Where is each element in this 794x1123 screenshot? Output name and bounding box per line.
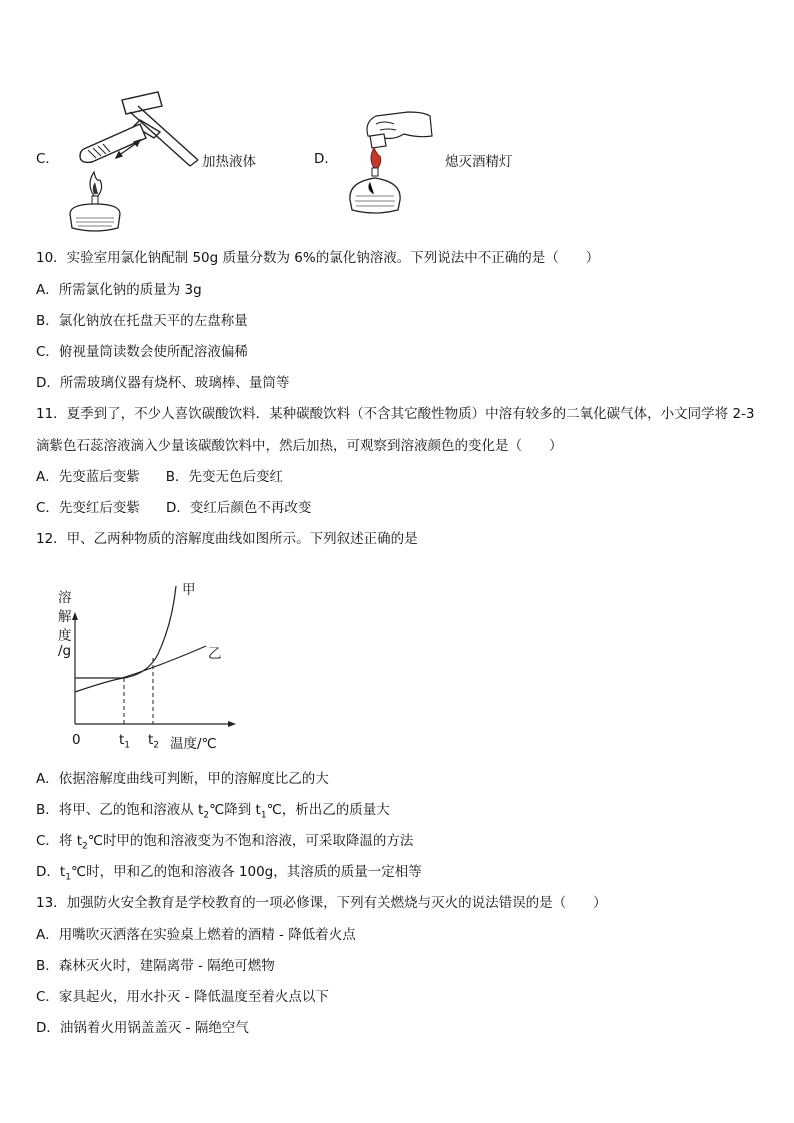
q13-option-a: A．用嘴吹灭洒落在实验桌上燃着的酒精 - 降低着火点 xyxy=(36,927,356,943)
q10-stem: 10．实验室用氯化钠配制 50g 质量分数为 6%的氯化钠溶液。下列说法中不正确的是（ ） xyxy=(36,250,600,266)
q9-option-c-text: 加热液体 xyxy=(202,154,256,170)
q13-option-d: D．油锅着火用锅盖盖灭 - 隔绝空气 xyxy=(36,1020,249,1036)
y-label-char-4: /g xyxy=(58,643,72,659)
x-axis-arrow xyxy=(228,721,236,727)
curve-yi xyxy=(75,646,206,678)
q10-option-c: C．俯视量筒读数会使所配溶液偏稀 xyxy=(36,344,248,360)
q11-option-d: D．变红后颜色不再改变 xyxy=(165,500,312,516)
q9-option-d-text: 熄灭酒精灯 xyxy=(445,154,513,170)
extinguish-alcohol-lamp-figure xyxy=(340,106,436,218)
t1-tick-label: $t_1$ xyxy=(119,732,131,751)
q12-option-a: A．依据溶解度曲线可判断，甲的溶解度比乙的大 xyxy=(36,771,329,787)
q10-option-d: D．所需玻璃仪器有烧杯、玻璃棒、量筒等 xyxy=(36,375,290,391)
q11-options-ab xyxy=(36,468,283,486)
y-label-char-2: 解 xyxy=(58,609,72,625)
q13-option-c: C．家具起火，用水扑灭 - 降低温度至着火点以下 xyxy=(36,989,329,1005)
q11-option-b: B．先变无色后变红 xyxy=(165,469,284,485)
q12-option-b: B．将甲、乙的饱和溶液从 $t_2℃$降到 $t_1℃$，析出乙的质量大 xyxy=(36,802,390,821)
q10-option-b: B．氯化钠放在托盘天平的左盘称量 xyxy=(36,313,248,329)
q11-options-cd xyxy=(36,499,311,517)
solubility-curve-plot xyxy=(50,574,250,754)
y-label-char-1: 溶 xyxy=(58,590,72,606)
q12-option-c: C．将 $t_2℃$时甲的饱和溶液变为不饱和溶液，可采取降温的方法 xyxy=(36,833,414,852)
x-axis-label: 温度/℃ xyxy=(170,736,217,752)
curve-jia-label: 甲 xyxy=(182,582,196,598)
q10-option-a: A．所需氯化钠的质量为 3g xyxy=(36,282,202,298)
q12-option-d: D．$t_1℃$时，甲和乙的饱和溶液各 100g，其溶质的质量一定相等 xyxy=(36,864,422,883)
q11-stem-line1: 11．夏季到了，不少人喜饮碳酸饮料．某种碳酸饮料（不含其它酸性物质）中溶有较多的二氧化碳气体，小文同学将 2-3 xyxy=(36,406,755,422)
curve-yi-label: 乙 xyxy=(208,646,222,662)
q13-stem: 13．加强防火安全教育是学校教育的一项必修课，下列有关燃烧与灭火的说法错误的是（ ） xyxy=(36,895,607,911)
q12-stem: 12．甲、乙两种物质的溶解度曲线如图所示。下列叙述正确的是 xyxy=(36,531,418,547)
y-label-char-3: 度 xyxy=(58,628,72,644)
q9-option-d-letter: D． xyxy=(314,151,338,167)
t2-tick-label: $t_2$ xyxy=(148,732,160,751)
origin-label: 0 xyxy=(72,732,81,748)
q11-stem-line2: 滴紫色石蕊溶液滴入少量该碳酸饮料中，然后加热，可观察到溶液颜色的变化是（ ） xyxy=(36,438,563,454)
solubility-curve-graph xyxy=(50,574,250,754)
y-axis-arrow xyxy=(72,612,78,620)
heating-liquid-figure xyxy=(60,86,200,236)
q13-option-b: B．森林灭火时，建隔离带 - 隔绝可燃物 xyxy=(36,958,275,974)
q9-option-c-letter: C． xyxy=(36,151,59,167)
q11-option-c: C．先变红后变紫 xyxy=(36,500,140,516)
q11-option-a: A．先变蓝后变紫 xyxy=(36,469,140,485)
curve-jia xyxy=(75,586,176,692)
